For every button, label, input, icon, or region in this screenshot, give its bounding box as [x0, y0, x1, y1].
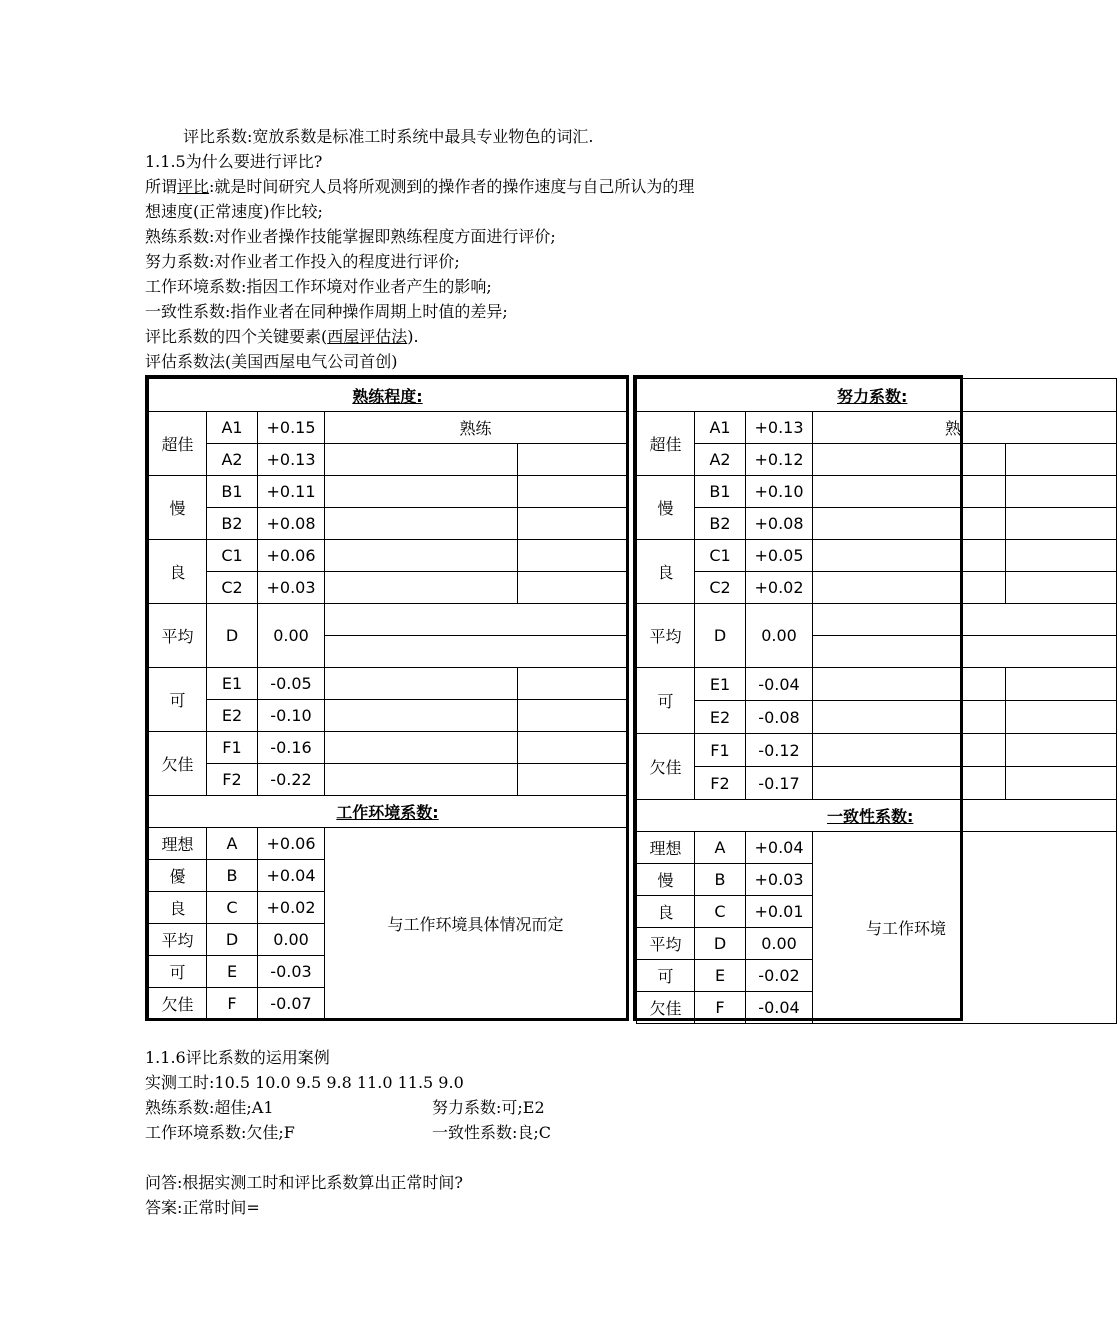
- value-cell: +0.02: [746, 572, 813, 604]
- code-cell: A1: [695, 412, 746, 444]
- grade-cell: 慢: [637, 476, 695, 540]
- value-cell: -0.02: [746, 960, 813, 992]
- code-cell: F: [207, 988, 258, 1020]
- grade-cell: 欠佳: [637, 992, 695, 1024]
- value-cell: -0.22: [258, 764, 325, 796]
- grade-cell: 欠佳: [637, 734, 695, 800]
- value-cell: -0.17: [746, 767, 813, 800]
- empty-cell: [813, 767, 1006, 800]
- grade-cell: 超佳: [637, 412, 695, 476]
- value-cell: +0.03: [258, 572, 325, 604]
- empty-cell: [325, 668, 518, 700]
- empty-cell: [813, 508, 1006, 540]
- empty-cell: [325, 540, 518, 572]
- value-cell: +0.12: [746, 444, 813, 476]
- code-cell: C1: [695, 540, 746, 572]
- four-prefix: 评比系数的四个关键要素(: [145, 327, 328, 346]
- case-effort: 努力系数:可;E2: [432, 1098, 545, 1117]
- empty-cell: [1006, 476, 1117, 508]
- heading-1-1-6: 1.1.6评比系数的运用案例: [145, 1048, 330, 1067]
- empty-cell: [518, 540, 627, 572]
- code-cell: E2: [695, 701, 746, 734]
- code-cell: E: [207, 956, 258, 988]
- measured-times: 实测工时:10.5 10.0 9.5 9.8 11.0 11.5 9.0: [145, 1073, 464, 1092]
- code-cell: A: [695, 832, 746, 864]
- consistency-note: 与工作环境: [813, 832, 1117, 1024]
- grade-cell: 可: [149, 956, 207, 988]
- env-table-title: 工作环境系数:: [149, 796, 627, 828]
- code-cell: C: [695, 896, 746, 928]
- code-cell: B2: [695, 508, 746, 540]
- value-cell: 0.00: [258, 604, 325, 668]
- method-line: 评估系数法(美国西屋电气公司首创): [145, 352, 398, 371]
- case-consistency: 一致性系数:良;C: [432, 1123, 552, 1142]
- value-cell: +0.11: [258, 476, 325, 508]
- empty-cell: [813, 636, 1117, 668]
- value-cell: -0.04: [746, 992, 813, 1024]
- grade-cell: 良: [637, 896, 695, 928]
- code-cell: F1: [207, 732, 258, 764]
- code-cell: C2: [695, 572, 746, 604]
- code-cell: E1: [207, 668, 258, 700]
- empty-cell: [325, 636, 627, 668]
- westinghouse-link[interactable]: 西屋评估法: [327, 327, 408, 346]
- code-cell: D: [695, 928, 746, 960]
- empty-cell: [813, 734, 1006, 767]
- effort-definition: 努力系数:对作业者工作投入的程度进行评价;: [145, 252, 460, 271]
- empty-cell: [518, 700, 627, 732]
- empty-cell: [813, 572, 1006, 604]
- empty-cell: [325, 604, 627, 636]
- four-suffix: ).: [407, 327, 419, 346]
- value-cell: +0.06: [258, 540, 325, 572]
- value-cell: -0.04: [746, 668, 813, 701]
- effort-table: [633, 375, 963, 1021]
- empty-cell: [518, 508, 627, 540]
- value-cell: +0.13: [258, 444, 325, 476]
- value-cell: +0.15: [258, 412, 325, 444]
- code-cell: B1: [207, 476, 258, 508]
- grade-cell: 良: [637, 540, 695, 604]
- value-cell: +0.04: [258, 860, 325, 892]
- empty-cell: [518, 476, 627, 508]
- empty-cell: [1006, 701, 1117, 734]
- value-cell: -0.07: [258, 988, 325, 1020]
- four-elements-line: [145, 326, 419, 348]
- value-cell: +0.08: [746, 508, 813, 540]
- heading-1-1-5: 1.1.5为什么要进行评比?: [145, 152, 323, 171]
- env-note: 与工作环境具体情况而定: [325, 828, 627, 1020]
- empty-cell: [813, 476, 1006, 508]
- grade-cell: 優: [149, 860, 207, 892]
- empty-cell: [1006, 668, 1117, 701]
- empty-cell: [1006, 540, 1117, 572]
- skill-table-title: 熟练程度:: [149, 379, 627, 412]
- value-cell: -0.10: [258, 700, 325, 732]
- value-cell: -0.12: [746, 734, 813, 767]
- column-note: 熟: [813, 412, 1117, 444]
- code-cell: E2: [207, 700, 258, 732]
- code-cell: A: [207, 828, 258, 860]
- skill-grid: [148, 378, 627, 1020]
- value-cell: +0.13: [746, 412, 813, 444]
- grade-cell: 平均: [637, 928, 695, 960]
- empty-cell: [325, 764, 518, 796]
- code-cell: A1: [207, 412, 258, 444]
- def-term-link[interactable]: 评比: [177, 177, 210, 196]
- value-cell: +0.02: [258, 892, 325, 924]
- code-cell: E: [695, 960, 746, 992]
- case-answer: 答案:正常时间=: [145, 1198, 260, 1217]
- def-rest: :就是时间研究人员将所观测到的操作者的操作速度与自己所认为的理: [209, 177, 695, 196]
- intro-line-1: 评比系数:宽放系数是标准工时系统中最具专业物色的词汇.: [183, 127, 594, 146]
- empty-cell: [325, 508, 518, 540]
- empty-cell: [518, 668, 627, 700]
- empty-cell: [1006, 444, 1117, 476]
- grade-cell: 可: [637, 960, 695, 992]
- code-cell: B: [695, 864, 746, 896]
- grade-cell: 可: [637, 668, 695, 734]
- grade-cell: 平均: [149, 924, 207, 956]
- empty-cell: [518, 572, 627, 604]
- effort-grid: [636, 378, 1117, 1024]
- skill-definition: 熟练系数:对作业者操作技能掌握即熟练程度方面进行评价;: [145, 227, 556, 246]
- grade-cell: 慢: [149, 476, 207, 540]
- env-definition: 工作环境系数:指因工作环境对作业者产生的影响;: [145, 277, 492, 296]
- value-cell: -0.03: [258, 956, 325, 988]
- code-cell: B2: [207, 508, 258, 540]
- value-cell: 0.00: [258, 924, 325, 956]
- effort-table-title: 努力系数:: [637, 379, 1117, 412]
- value-cell: -0.16: [258, 732, 325, 764]
- value-cell: +0.05: [746, 540, 813, 572]
- empty-cell: [518, 764, 627, 796]
- empty-cell: [325, 572, 518, 604]
- code-cell: A2: [207, 444, 258, 476]
- code-cell: D: [207, 924, 258, 956]
- grade-cell: 可: [149, 668, 207, 732]
- empty-cell: [813, 444, 1006, 476]
- value-cell: 0.00: [746, 928, 813, 960]
- value-cell: -0.05: [258, 668, 325, 700]
- empty-cell: [518, 444, 627, 476]
- empty-cell: [325, 732, 518, 764]
- value-cell: +0.06: [258, 828, 325, 860]
- value-cell: +0.08: [258, 508, 325, 540]
- value-cell: +0.10: [746, 476, 813, 508]
- empty-cell: [518, 732, 627, 764]
- code-cell: D: [207, 604, 258, 668]
- def-prefix: 所谓: [145, 177, 178, 196]
- value-cell: +0.03: [746, 864, 813, 896]
- code-cell: E1: [695, 668, 746, 701]
- definition-line-2: 想速度(正常速度)作比较;: [145, 202, 323, 221]
- case-question: 问答:根据实测工时和评比系数算出正常时间?: [145, 1173, 463, 1192]
- code-cell: B1: [695, 476, 746, 508]
- grade-cell: 超佳: [149, 412, 207, 476]
- code-cell: A2: [695, 444, 746, 476]
- consistency-definition: 一致性系数:指作业者在同种操作周期上时值的差异;: [145, 302, 508, 321]
- case-skill: 熟练系数:超佳;A1: [145, 1098, 274, 1117]
- code-cell: B: [207, 860, 258, 892]
- empty-cell: [325, 444, 518, 476]
- value-cell: +0.01: [746, 896, 813, 928]
- definition-line-1: [145, 176, 694, 198]
- code-cell: C: [207, 892, 258, 924]
- empty-cell: [813, 668, 1006, 701]
- code-cell: C1: [207, 540, 258, 572]
- empty-cell: [325, 700, 518, 732]
- grade-cell: 良: [149, 540, 207, 604]
- grade-cell: 欠佳: [149, 732, 207, 796]
- code-cell: F2: [207, 764, 258, 796]
- grade-cell: 理想: [637, 832, 695, 864]
- code-cell: C2: [207, 572, 258, 604]
- code-cell: F: [695, 992, 746, 1024]
- value-cell: -0.08: [746, 701, 813, 734]
- empty-cell: [1006, 734, 1117, 767]
- empty-cell: [1006, 508, 1117, 540]
- empty-cell: [813, 540, 1006, 572]
- grade-cell: 欠佳: [149, 988, 207, 1020]
- value-cell: +0.04: [746, 832, 813, 864]
- empty-cell: [813, 604, 1117, 636]
- grade-cell: 慢: [637, 864, 695, 896]
- code-cell: F2: [695, 767, 746, 800]
- code-cell: D: [695, 604, 746, 668]
- grade-cell: 理想: [149, 828, 207, 860]
- grade-cell: 良: [149, 892, 207, 924]
- empty-cell: [813, 701, 1006, 734]
- column-note: 熟练: [325, 412, 627, 444]
- grade-cell: 平均: [637, 604, 695, 668]
- value-cell: 0.00: [746, 604, 813, 668]
- empty-cell: [325, 476, 518, 508]
- empty-cell: [1006, 767, 1117, 800]
- empty-cell: [1006, 572, 1117, 604]
- skill-table: [145, 375, 629, 1021]
- code-cell: F1: [695, 734, 746, 767]
- consistency-table-title: 一致性系数:: [637, 800, 1117, 832]
- case-env: 工作环境系数:欠佳;F: [145, 1123, 295, 1142]
- grade-cell: 平均: [149, 604, 207, 668]
